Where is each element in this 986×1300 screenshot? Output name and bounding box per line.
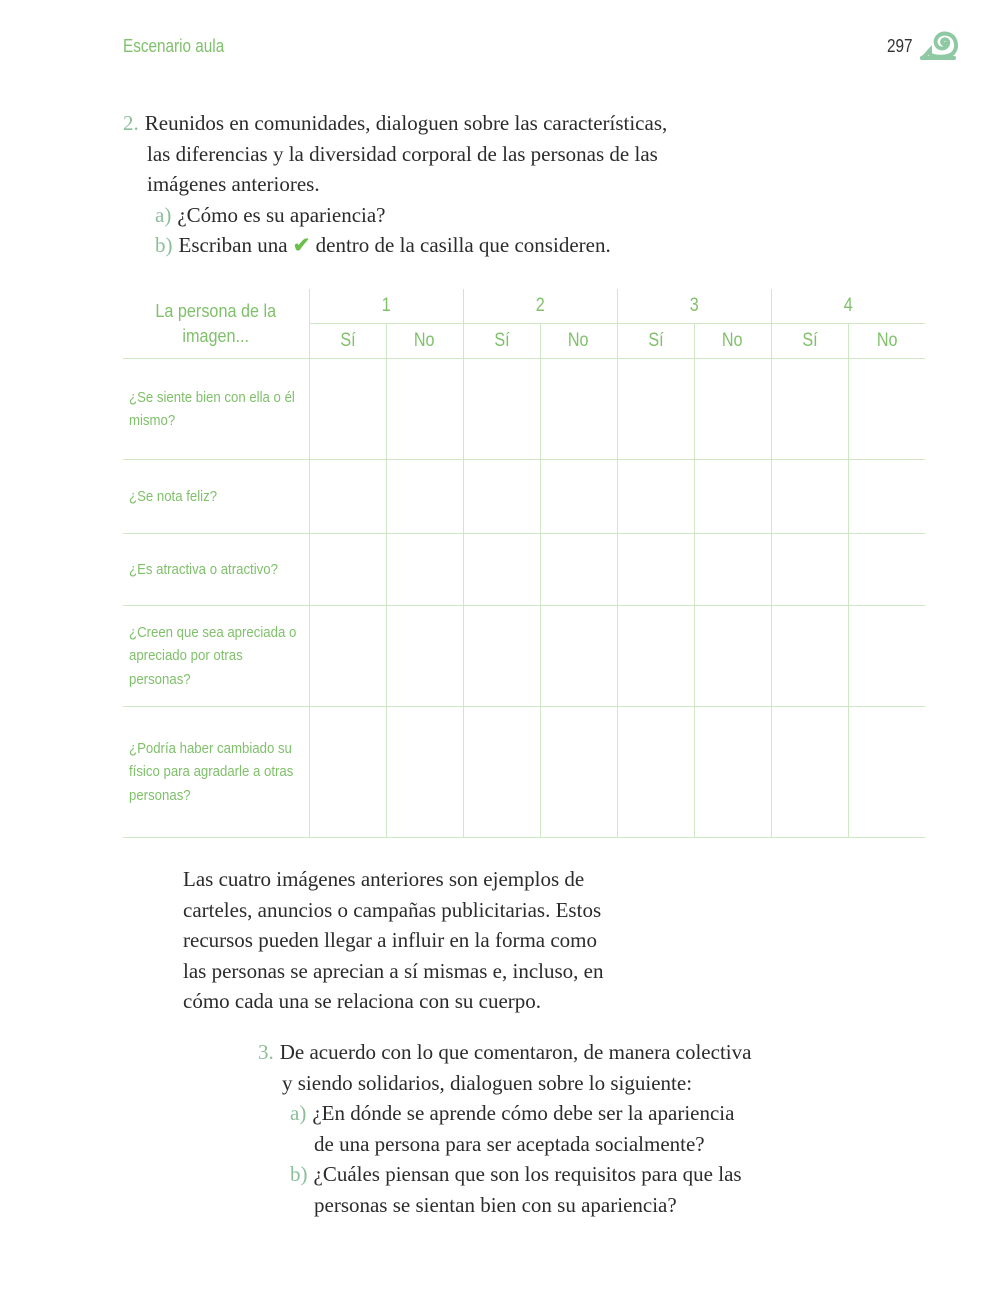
answer-cell[interactable] — [694, 606, 771, 707]
question-number: 3. — [258, 1040, 274, 1064]
yes-header: Sí — [463, 324, 540, 359]
item-letter: b) — [290, 1162, 308, 1186]
answer-cell[interactable] — [386, 534, 463, 606]
person-header: 3 — [617, 289, 771, 324]
answer-cell[interactable] — [848, 359, 925, 460]
question-text: Reunidos en comunidades, dialoguen sobre las características, — [144, 111, 668, 135]
item-text: personas se sientan bien con su apariencia? — [314, 1192, 677, 1217]
yes-header: Sí — [309, 324, 386, 359]
answer-cell[interactable] — [386, 460, 463, 534]
item-text: dentro de la casilla que consideren. — [315, 233, 611, 257]
answer-cell[interactable] — [463, 534, 540, 606]
answer-cell[interactable] — [771, 707, 848, 838]
answer-cell[interactable] — [309, 359, 386, 460]
paragraph-line: Las cuatro imágenes anteriores son ejemplos de — [183, 867, 585, 891]
answer-cell[interactable] — [848, 707, 925, 838]
table-row — [123, 359, 925, 460]
question-text: imágenes anteriores. — [147, 172, 320, 196]
answer-cell[interactable] — [463, 460, 540, 534]
question-text: y siendo solidarios, dialoguen sobre lo siguiente: — [282, 1070, 693, 1095]
person-header: 4 — [771, 289, 925, 324]
question-3 — [258, 1037, 798, 1220]
question-2 — [123, 108, 723, 261]
item-text: Escriban una — [178, 233, 288, 257]
paragraph-line: cómo cada una se relaciona con su cuerpo. — [183, 989, 542, 1013]
table-row — [123, 606, 925, 707]
answer-cell[interactable] — [540, 707, 617, 838]
item-text: de una persona para ser aceptada socialmente? — [314, 1131, 705, 1156]
answer-cell[interactable] — [386, 707, 463, 838]
answer-cell[interactable] — [463, 359, 540, 460]
item-letter: b) — [155, 233, 173, 257]
answer-cell[interactable] — [386, 359, 463, 460]
answer-cell[interactable] — [617, 606, 694, 707]
item-text: ¿En dónde se aprende cómo debe ser la apariencia — [312, 1101, 735, 1125]
answer-cell[interactable] — [463, 707, 540, 838]
yes-header: Sí — [617, 324, 694, 359]
paragraph-line: las personas se aprecian a sí mismas e, incluso, en — [183, 958, 604, 983]
no-header: No — [386, 324, 463, 359]
no-header: No — [694, 324, 771, 359]
answer-cell[interactable] — [540, 534, 617, 606]
answer-cell[interactable] — [386, 606, 463, 707]
no-header: No — [848, 324, 925, 359]
no-header: No — [540, 324, 617, 359]
answer-cell[interactable] — [540, 460, 617, 534]
answer-cell[interactable] — [694, 460, 771, 534]
question-text: De acuerdo con lo que comentaron, de manera colectiva — [279, 1040, 752, 1064]
item-letter: a) — [155, 202, 172, 227]
answer-cell[interactable] — [694, 707, 771, 838]
row-question: ¿Es atractiva o atractivo? — [123, 534, 309, 606]
table-row — [123, 460, 925, 534]
question-text: las diferencias y la diversidad corporal de las personas de las — [147, 141, 658, 166]
answer-cell[interactable] — [694, 359, 771, 460]
answer-cell[interactable] — [463, 606, 540, 707]
table-corner-header: La persona de la imagen... — [123, 289, 309, 359]
section-title: Escenario aula — [123, 36, 225, 56]
evaluation-table — [123, 289, 925, 838]
answer-cell[interactable] — [309, 460, 386, 534]
answer-cell[interactable] — [848, 534, 925, 606]
row-question: ¿Se nota feliz? — [123, 460, 309, 534]
answer-cell[interactable] — [309, 534, 386, 606]
row-question: ¿Se siente bien con ella o él mismo? — [123, 359, 309, 460]
row-question: ¿Creen que sea apreciada o apreciado por otras personas? — [123, 606, 309, 707]
answer-cell[interactable] — [540, 606, 617, 707]
answer-cell[interactable] — [617, 359, 694, 460]
answer-cell[interactable] — [771, 359, 848, 460]
snail-icon — [920, 30, 960, 62]
checkmark-icon: ✔ — [292, 233, 311, 257]
person-header: 1 — [309, 289, 463, 324]
answer-cell[interactable] — [309, 707, 386, 838]
row-question: ¿Podría haber cambiado su físico para agradarle a otras personas? — [123, 707, 309, 838]
answer-cell[interactable] — [540, 359, 617, 460]
answer-cell[interactable] — [617, 534, 694, 606]
answer-cell[interactable] — [771, 534, 848, 606]
page-number: 297 — [887, 36, 913, 56]
info-paragraph — [183, 864, 623, 1017]
item-text: ¿Cuáles piensan que son los requisitos para que las — [313, 1162, 742, 1186]
item-text: ¿Cómo es su apariencia? — [177, 202, 386, 227]
table-row — [123, 534, 925, 606]
answer-cell[interactable] — [309, 606, 386, 707]
paragraph-line: recursos pueden llegar a influir en la forma como — [183, 928, 598, 952]
answer-cell[interactable] — [771, 606, 848, 707]
item-letter: a) — [290, 1101, 307, 1125]
person-header: 2 — [463, 289, 617, 324]
answer-cell[interactable] — [771, 460, 848, 534]
answer-cell[interactable] — [617, 460, 694, 534]
answer-cell[interactable] — [694, 534, 771, 606]
paragraph-line: carteles, anuncios o campañas publicitarias. Estos — [183, 897, 602, 922]
answer-cell[interactable] — [617, 707, 694, 838]
answer-cell[interactable] — [848, 460, 925, 534]
yes-header: Sí — [771, 324, 848, 359]
question-number: 2. — [123, 111, 139, 135]
table-row — [123, 707, 925, 838]
answer-cell[interactable] — [848, 606, 925, 707]
